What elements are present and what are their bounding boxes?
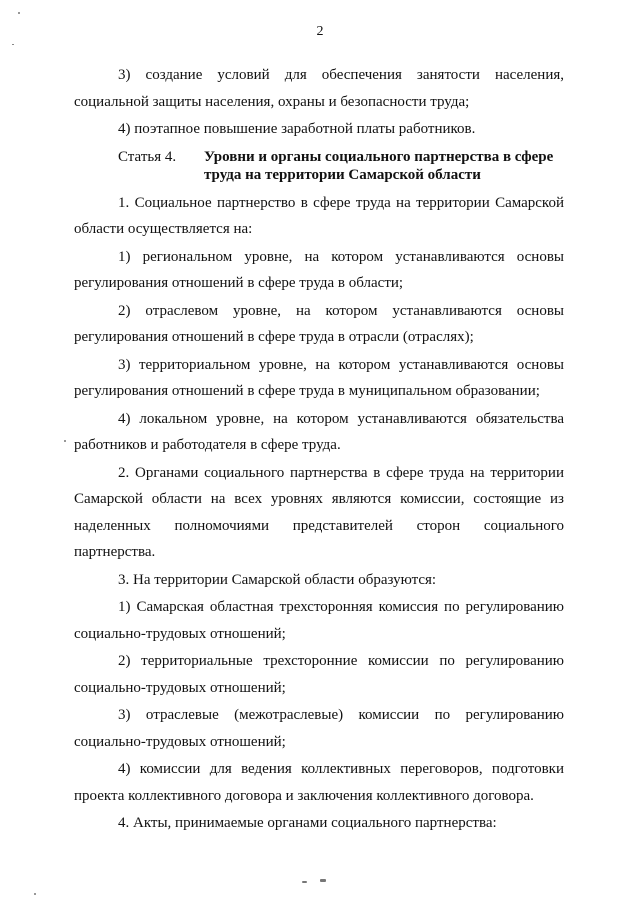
page-number: 2: [316, 24, 324, 39]
article-number: Статья 4.: [118, 148, 177, 165]
document-body: [74, 62, 564, 838]
article-heading: [74, 144, 564, 189]
scan-mark: [320, 879, 326, 882]
paragraph-sectoral-commissions: 3) отраслевые (межотраслевые) комиссии по регулированию социально-трудовых отношений;: [74, 707, 564, 750]
scan-mark: [34, 893, 36, 895]
paragraph-acts-intro: 4. Акты, принимаемые органами социального партнерства:: [118, 815, 497, 831]
scan-mark: [302, 881, 307, 883]
paragraph-partnership-bodies: 2. Органами социального партнерства в сфере труда на территории Самарской области на всех уровнях являются комиссии, состоящие из наделенных полномочиями представителей сторон социального партнерства.: [74, 464, 564, 560]
paragraph-territorial-level: 3) территориальном уровне, на котором устанавливаются основы регулирования отношений в сфере труда в муниципальном образовании;: [74, 356, 564, 399]
paragraph-regional-commission: 1) Самарская областная трехсторонняя комиссия по регулированию социально-трудовых отношений;: [74, 599, 564, 642]
paragraph-regional-level: 1) региональном уровне, на котором устанавливаются основы регулирования отношений в сфере труда в области;: [74, 248, 564, 291]
paragraph-collective-bargaining-commissions: 4) комиссии для ведения коллективных переговоров, подготовки проекта коллективного договора и заключения коллективного договора.: [74, 761, 564, 804]
paragraph-territorial-commissions: 2) территориальные трехсторонние комиссии по регулированию социально-трудовых отношений;: [74, 653, 564, 696]
paragraph-local-level: 4) локальном уровне, на котором устанавливаются обязательства работников и работодателя в сфере труда.: [74, 410, 564, 453]
scan-mark: [18, 12, 20, 14]
scan-mark: [64, 440, 66, 442]
paragraph-wage-increase: 4) поэтапное повышение заработной платы работников.: [118, 121, 476, 137]
scan-mark: [12, 44, 14, 45]
article-title: Уровни и органы социального партнерства в сфере труда на территории Самарской области: [204, 148, 554, 183]
paragraph-commissions-intro: 3. На территории Самарской области образуются:: [118, 571, 437, 588]
paragraph-employment-conditions: 3) создание условий для обеспечения занятости населения, социальной защиты населения, охраны и безопасности труда;: [74, 67, 564, 110]
paragraph-sectoral-level: 2) отраслевом уровне, на котором устанавливаются основы регулирования отношений в сфере труда в отрасли (отраслях);: [74, 302, 564, 345]
paragraph-partnership-levels-intro: 1. Социальное партнерство в сфере труда на территории Самарской области осуществляется на:: [74, 194, 564, 237]
